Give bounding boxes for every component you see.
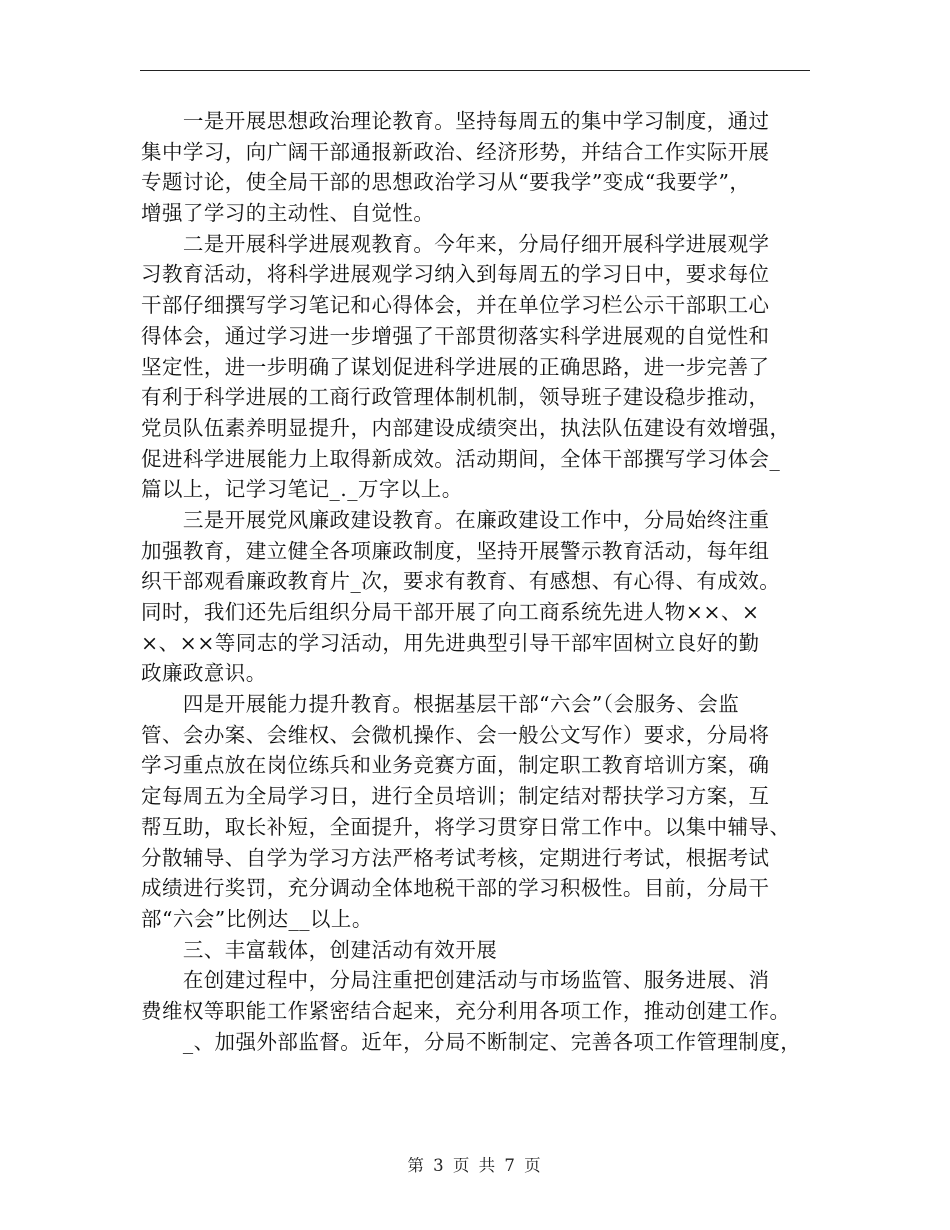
text-line: 有利于科学进展的工商行政管理体制机制，领导班子建设稳步推动， bbox=[141, 385, 770, 410]
text-line: 促进科学进展能力上取得新成效。活动期间，全体干部撰写学习体会_ bbox=[141, 446, 781, 471]
text-line: 分散辅导、自学为学习方法严格考试考核，定期进行考试，根据考试 bbox=[141, 845, 770, 870]
text-line: 党员队伍素养明显提升，内部建设成绩突出，执法队伍建设有效增强， bbox=[141, 415, 791, 440]
text-line: 加强教育，建立健全各项廉政制度，坚持开展警示教育活动，每年组 bbox=[141, 538, 770, 563]
text-line: 得体会，通过学习进一步增强了干部贯彻落实科学进展观的自觉性和 bbox=[141, 323, 770, 348]
text-line: ×、××等同志的学习活动，用先进典型引导干部牢固树立良好的勤 bbox=[141, 630, 760, 655]
section-heading: 三、丰富载体，创建活动有效开展 bbox=[141, 937, 498, 962]
text-line: 集中学习，向广阔干部通报新政治、经济形势，并结合工作实际开展 bbox=[141, 139, 770, 164]
text-line: 帮互助，取长补短，全面提升，将学习贯穿日常工作中。以集中辅导、 bbox=[141, 814, 791, 839]
text-line: 织干部观看廉政教育片_次，要求有教育、有感想、有心得、有成效。 bbox=[141, 569, 781, 594]
text-line: 一是开展思想政治理论教育。坚持每周五的集中学习制度，通过 bbox=[141, 109, 770, 133]
text-line: 政廉政意识。 bbox=[141, 661, 267, 686]
text-line: 管、会办案、会维权、会微机操作、会一般公文写作）要求，分局将 bbox=[141, 722, 770, 747]
text-line: 在创建过程中，分局注重把创建活动与市场监管、服务进展、消 bbox=[141, 968, 770, 993]
text-line: 三是开展党风廉政建设教育。在廉政建设工作中，分局始终注重 bbox=[141, 507, 770, 532]
text-line: 习教育活动，将科学进展观学习纳入到每周五的学习日中，要求每位 bbox=[141, 262, 770, 287]
text-line: 费维权等职能工作紧密结合起来，充分利用各项工作，推动创建工作。 bbox=[141, 998, 791, 1023]
text-line: 四是开展能力提升教育。根据基层干部“六会”（会服务、会监 bbox=[141, 692, 740, 717]
header-rule bbox=[140, 70, 810, 71]
text-line: 干部仔细撰写学习笔记和心得体会，并在单位学习栏公示干部职工心 bbox=[141, 293, 770, 318]
text-line: 同时，我们还先后组织分局干部开展了向工商系统先进人物××、× bbox=[141, 600, 760, 624]
text-line: 定每周五为全局学习日，进行全员培训；制定结对帮扶学习方案，互 bbox=[141, 784, 770, 809]
body-text bbox=[141, 106, 813, 1057]
text-line: 增强了学习的主动性、自觉性。 bbox=[141, 201, 435, 226]
text-line: _、加强外部监督。近年，分局不断制定、完善各项工作管理制度， bbox=[141, 1029, 802, 1054]
text-line: 部“六会”比例达__以上。 bbox=[141, 906, 373, 931]
text-line: 坚定性，进一步明确了谋划促进科学进展的正确思路，进一步完善了 bbox=[141, 354, 770, 379]
text-line: 篇以上，记学习笔记_._万字以上。 bbox=[141, 477, 463, 502]
page-footer: 第 3 页 共 7 页 bbox=[407, 1156, 543, 1175]
text-line: 学习重点放在岗位练兵和业务竞赛方面，制定职工教育培训方案，确 bbox=[141, 753, 770, 778]
text-line: 成绩进行奖罚，充分调动全体地税干部的学习积极性。目前，分局干 bbox=[141, 876, 770, 901]
text-line: 二是开展科学进展观教育。今年来，分局仔细开展科学进展观学 bbox=[141, 231, 770, 256]
text-line: 专题讨论，使全局干部的思想政治学习从“要我学”变成“我要学”， bbox=[141, 170, 751, 195]
